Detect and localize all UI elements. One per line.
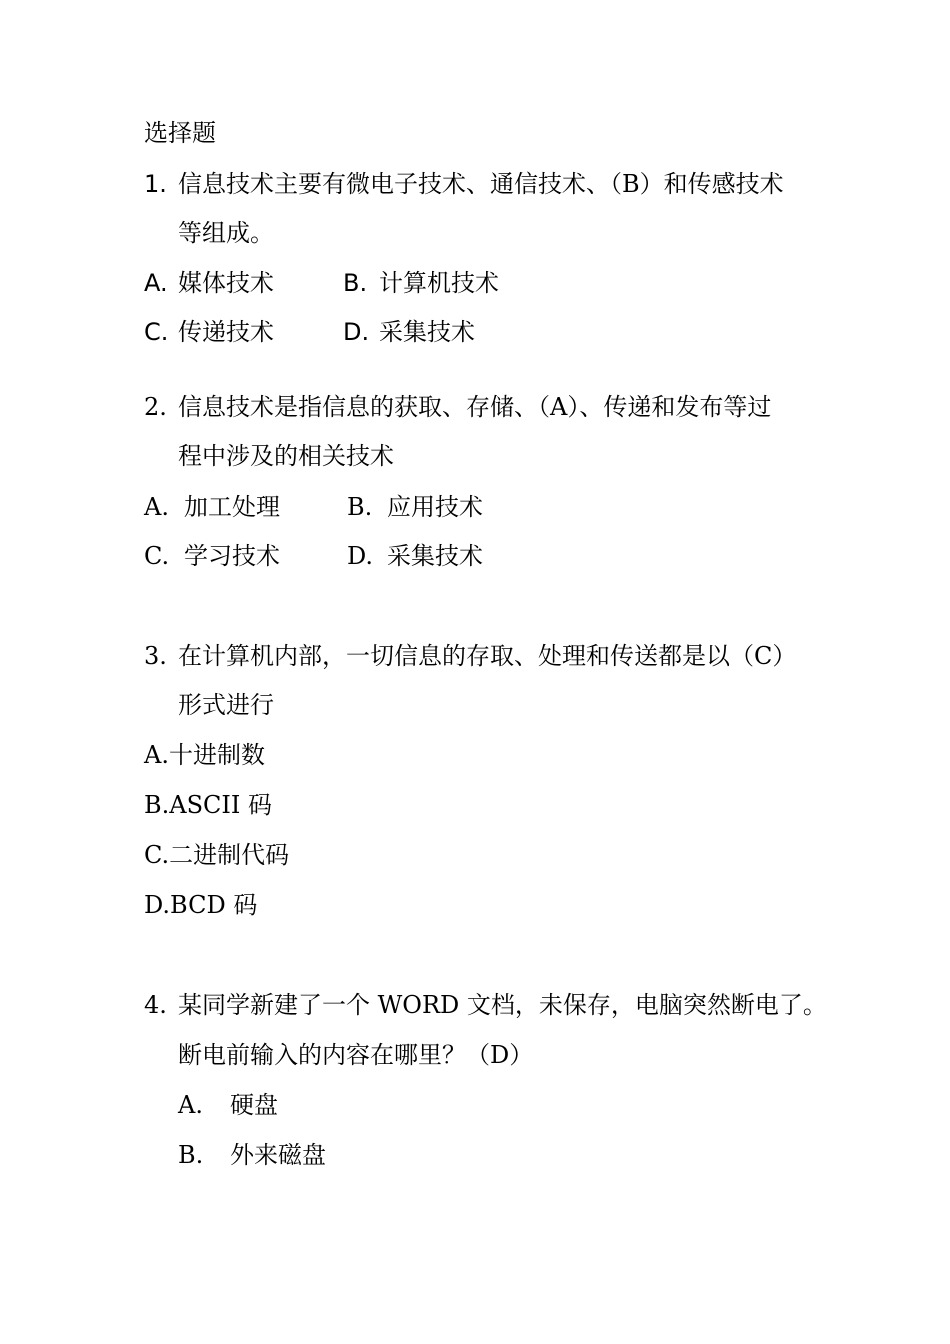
question-1-option-b-text: 计算机技术 [379,269,499,297]
question-2-text-line2: 程中涉及的相关技术 [178,442,394,470]
question-1-text-line1: 信息技术主要有微电子技术、通信技术、（B）和传感技术 [178,170,784,198]
question-4-text-line1: 某同学新建了一个 WORD 文档，未保存，电脑突然断电了。 [178,991,827,1019]
question-4-text-line2: 断电前输入的内容在哪里？（D） [178,1041,534,1069]
question-3-option-a: A.十进制数 [144,741,265,769]
question-1-option-a-text: 媒体技术 [178,269,274,297]
question-4-option-b-text: 外来磁盘 [230,1141,326,1169]
question-1-option-a-letter: A. [144,269,168,297]
question-1-number: 1. [144,170,167,198]
section-title: 选择题 [144,119,216,147]
question-3-option-d: D.BCD 码 [144,891,258,919]
question-3-text-line1: 在计算机内部，一切信息的存取、处理和传送都是以（C） [178,642,797,670]
question-4-number: 4. [144,991,167,1019]
question-4-option-a-text: 硬盘 [230,1091,278,1119]
question-2-option-d-letter: D. [347,542,374,570]
question-2-option-c-text: 学习技术 [184,542,280,570]
question-1-text-line2: 等组成。 [178,219,274,247]
question-2-option-a-letter: A. [144,493,169,521]
question-3-option-b: B.ASCII 码 [144,791,272,819]
question-3-option-c: C.二进制代码 [144,841,290,869]
question-2-option-b-text: 应用技术 [387,493,483,521]
question-4-option-a-letter: A. [178,1091,203,1119]
question-2-option-c-letter: C. [144,542,170,570]
question-2-option-a-text: 加工处理 [184,493,280,521]
question-3-number: 3. [144,642,167,670]
question-1-option-c-text: 传递技术 [178,318,274,346]
question-3-text-line2: 形式进行 [178,691,274,719]
question-2-text-line1: 信息技术是指信息的获取、存储、（A）、传递和发布等过 [178,393,772,421]
question-1-option-d-letter: D. [343,318,370,346]
question-1-option-c-letter: C. [144,318,169,346]
question-2-option-d-text: 采集技术 [387,542,483,570]
question-1-option-b-letter: B. [343,269,368,297]
question-1-option-d-text: 采集技术 [379,318,475,346]
question-4-option-b-letter: B. [178,1141,204,1169]
question-2-number: 2. [144,393,167,421]
question-2-option-b-letter: B. [347,493,373,521]
